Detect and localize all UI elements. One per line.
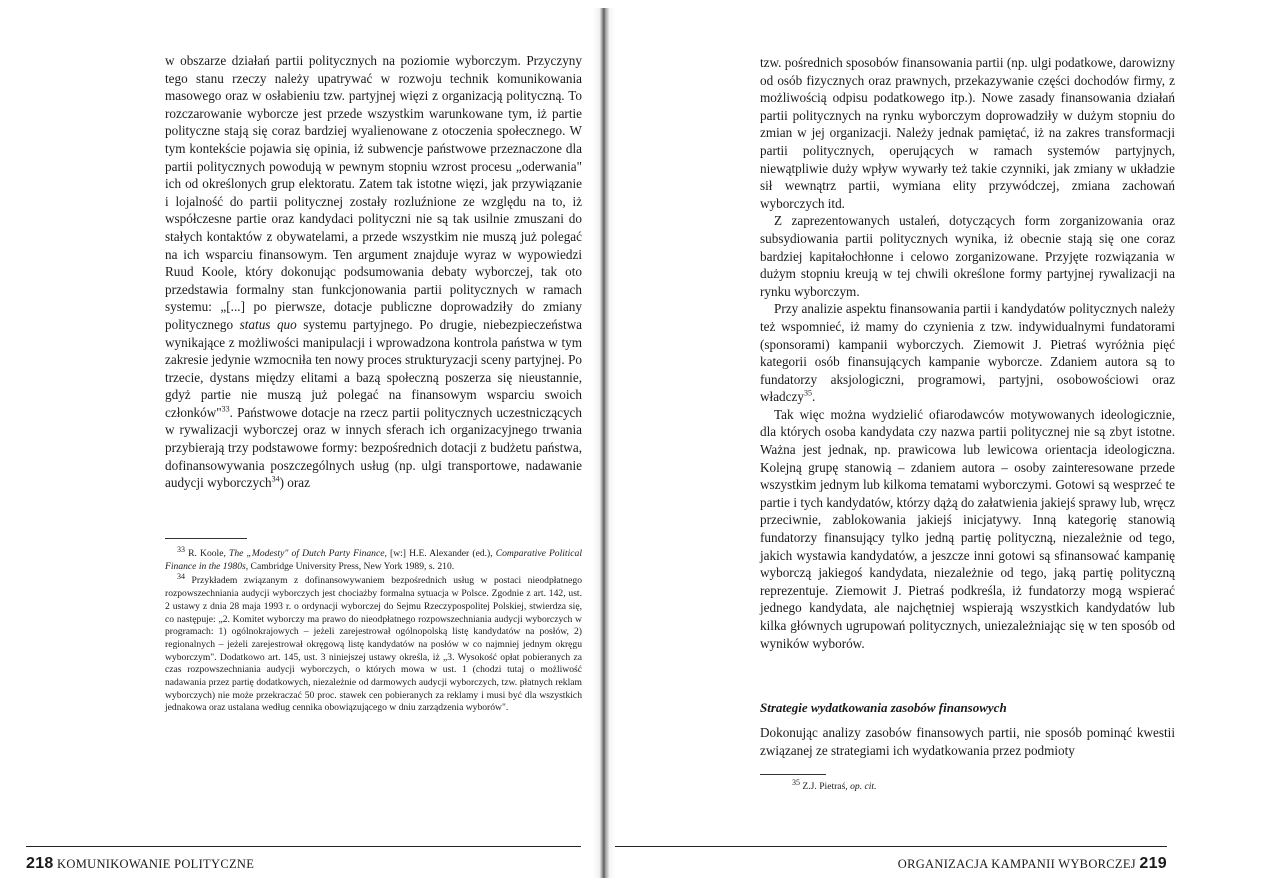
footnote-ref-33[interactable]: 33: [221, 404, 230, 414]
right-body-text: [760, 54, 1175, 652]
page-footer-rule: [26, 846, 581, 847]
right-body-text-continued: [760, 724, 1175, 759]
footnote-ref-35[interactable]: 35: [803, 388, 812, 398]
right-paragraph-5: Dokonując analizy zasobów finansowych partii, nie sposób pominąć kwestii związanej ze strategiami ich wydatkowania przez podmioty: [760, 725, 1175, 758]
footnote-33: $^{33}$ R. Koole, The „Modesty" of Dutch Party Finance, [w:] H.E. Alexander (ed.), Comparative Political Finance in the 1980s, Cambridge University Press, New York 1989, s. 210.: [165, 544, 582, 572]
section-heading: Strategie wydatkowania zasobów finansowych: [760, 700, 1007, 715]
page-number: 218: [26, 855, 54, 872]
right-paragraph-4: Tak więc można wydzielić ofiarodawców motywowanych ideologicznie, dla których osoba kandydata czy nazwa partii politycznej nie są zbyt istotne. Ważna jest jednak, np. prawicowa lub lewicowa orientacja ideologiczna. Kolejną grupę stanowią – zdaniem autora – osoby zainteresowane przede wszystkim jednym lub kilkoma tematami wyborczymi. Gotowi są wesprzeć te partie i tych kandydatów, którzy dążą do załatwienia jakiejś sprawy lub, wręcz przeciwnie, zablokowania jakiejś inicjatywy. Inną kategorię stanowią fundatorzy finansujący tylko jedną partię polityczną, niezależnie od tego, jakich wystawia kandydatów, a jeszcze inni gotowi są sfinansować kampanię wyborczą jakiegoś kandydata, niezależnie od tego, jaką partię polityczną reprezentuje. Ziemowit J. Pietraś podkreśla, iż fundatorzy mogą wspierać jednego kandydata, ale najchętniej wspierają wszystkich kandydatów lub kilka głównych ugrupowań politycznych, uniezależniając się w ten sposób od wyników wyborów.: [760, 406, 1175, 651]
page-footer-rule: [615, 846, 1167, 847]
running-head: ORGANIZACJA KAMPANII WYBORCZEJ: [897, 857, 1136, 871]
footnote-34: $^{34}$ Przykładem związanym z dofinansowywaniem bezpośrednich usług w postaci nieodpłatnego rozpowszechniania audycji wyborczych jest chociażby formalna sytuacja w Polsce. Zgodnie z art. 142, ust. 2 ustawy z dnia 28 maja 1993 r. o ordynacji wyborczej do Sejmu Rzeczypospolitej Polskiej, stwierdza się, co następuje: „2. Komitet wyborczy ma prawo do nieodpłatnego rozpowszechniania audycji wyborczych w programach: 1) ogólnokrajowych – jeżeli zarejestrował ogólnopolską listę kandydatów na posłów, 2) regionalnych – jeżeli zarejestrował okręgową listę kandydatów na posłów w co najmniej jednym okręgu wyborczym". Dodatkowo art. 145, ust. 3 niniejszej ustawy określa, iż „3. Wysokość opłat pobieranych za czas rozpowszechniania audycji wyborczych, o których mowa w ust. 1 (chodzi tutaj o możliwość nadawania przez partię dodatkowych, niezależnie od darmowych audycji wyborczych, tzw. płatnych reklam wyborczych) nie może przekraczać 50 proc. stawek cen pobieranych za reklamy i musi być dla wszystkich jednakowa oraz ustalana według cennika obowiązującego w dniu zarządzenia wyborów".: [165, 572, 582, 714]
footnote-separator: [760, 774, 826, 775]
left-page-footer: [26, 855, 254, 873]
left-paragraph: w obszarze działań partii politycznych na poziomie wyborczym. Przyczyny tego stanu rzeczy należy upatrywać w rozwoju technik komunikowania masowego oraz w osłabieniu tzw. partyjnej więzi z organizacją polityczną. To rozczarowanie wyborcze jest przede wszystkim warunkowane tym, iż partie polityczne stają się coraz bardziej wyalienowane z otoczenia społecznego. W tym kontekście pojawia się opinia, iż subwencje państwowe przeznaczone dla partii politycznych powodują w pewnym stopniu wzrost procesu „oderwania" ich od określonych grup elektoratu. Zatem tak istotne więzi, jak przywiązanie i lojalność do partii politycznej zostały rozluźnione ze względu na to, iż współczesne partie oraz kandydaci polityczni nie są tak usilnie zmuszani do stałych kontaktów z obywatelami, a przede wszystkim nie muszą już polegać na ich wsparciu finansowym. Ten argument znajduje wyraz w wypowiedzi Ruud Koole, który dokonując podsumowania debaty wyborczej, tak oto przedstawia formalny stan funkcjonowania partii politycznych w ramach systemu: „[...] po pierwsze, dotacje publiczne doprowadziły do zmiany politycznego status quo systemu partyjnego. Po drugie, niebezpieczeństwa wynikające z możliwości manipulacji i wprowadzona kontrola państwa w tym zakresie jedynie wzmocniła ten nowy proces strukturyzacji sceny partyjnej. Po trzecie, dystans między elitami a bazą społeczną poszerza się nieustannie, gdyż partie nie muszą już polegać na finansowym wsparciu swoich członków"$^{33}$. Państwowe dotacje na rzecz partii politycznych uczestniczących w rywalizacji wyborczej oraz w innych sferach ich organizacyjnego trwania przybierają trzy podstawowe formy: bezpośrednich dotacji z budżetu państwa, dofinansowywania poszczególnych usług (np. ulgi transportowe, nadawanie audycji wyborczych$^{34}$) oraz: [165, 53, 583, 491]
left-body-text: [165, 52, 582, 492]
right-footnotes: [780, 777, 1080, 796]
footnote-ref-34[interactable]: 34: [271, 474, 280, 484]
book-gutter: [593, 8, 615, 878]
footnote-separator: [165, 538, 247, 539]
footnote-35: $^{35}$ Z.J. Pietraś, op. cit.: [792, 777, 877, 792]
right-paragraph-1: tzw. pośrednich sposobów finansowania partii (np. ulgi podatkowe, darowizny od osób fizycznych oraz prawnych, przekazywanie części dochodów firmy, z możliwością odpisu podatkowego itp.). Nowe zasady finansowania działań partii politycznych na rynku wyborczym doprowadziły w dużym stopniu do zmian w jej organizacji. Należy jednak pamiętać, iż na zakres transformacji partii politycznych, operujących w ramach systemów partyjnych, niewątpliwie duży wpływ wywarły też takie czynniki, jak zmiany w układzie sił wewnątrz partii, wymiana elity przywódczej, zmiana zachowań wyborczych itd.: [760, 55, 1175, 211]
right-paragraph-3: Przy analizie aspektu finansowania partii i kandydatów politycznych należy też wspomnieć, iż mamy do czynienia z tzw. indywidualnymi fundatorami (sponsorami) kampanii wyborczych. Ziemowit J. Pietraś wyróżnia pięć kategorii osób finansujących kampanie wyborcze. Zdaniem autora są to fundatorzy aksjologiczni, programowi, partyjni, osobowościowi oraz władczy$^{35}$.: [760, 301, 1175, 405]
right-paragraph-2: Z zaprezentowanych ustaleń, dotyczących form zorganizowania oraz subsydiowania partii politycznych wynika, iż obecnie stają się one coraz bardziej kapitałochłonne i celowo zorganizowane. Przyjęte rozwiązania w dużym stopniu kreują w tej chwili określone formy partyjnej rywalizacji na rynku wyborczym.: [760, 213, 1175, 299]
right-page-footer: [898, 855, 1167, 873]
page-number: 219: [1139, 855, 1167, 872]
running-head: KOMUNIKOWANIE POLITYCZNE: [57, 857, 255, 871]
left-footnotes: [165, 544, 582, 717]
